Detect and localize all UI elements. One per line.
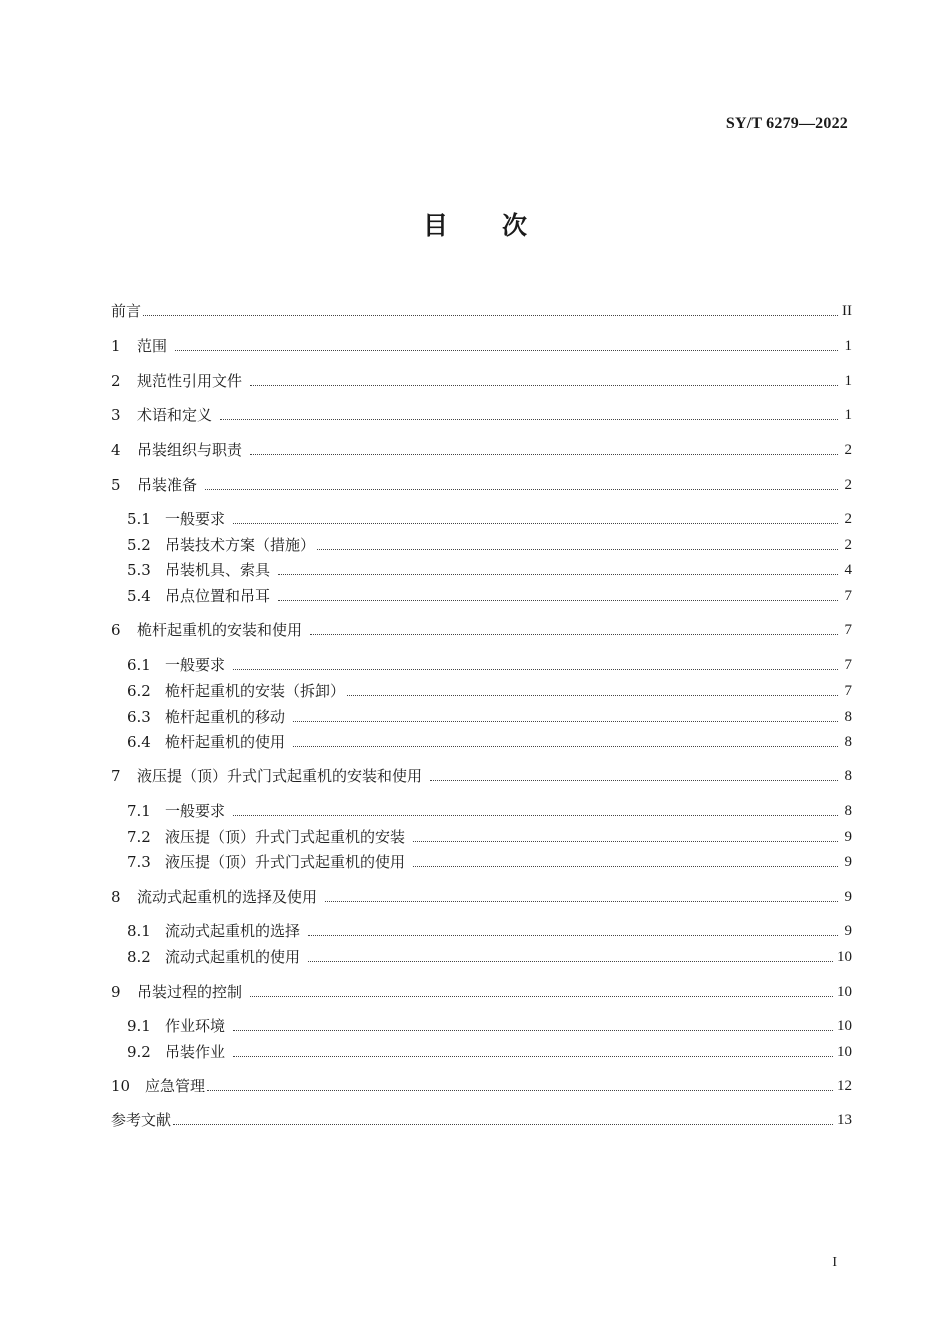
toc-entry-6-2[interactable]: [127, 680, 852, 702]
toc-label: 规范性引用文件: [137, 372, 243, 390]
toc-leader: [310, 633, 838, 635]
title-char-2: 次: [502, 211, 528, 240]
page-number: I: [832, 1255, 837, 1270]
toc-entry-5-1[interactable]: [127, 508, 852, 530]
toc-label: 桅杆起重机的使用: [165, 733, 286, 751]
toc-page: 7: [844, 588, 852, 604]
toc-page: 1: [844, 338, 852, 354]
toc-number: 9.2: [127, 1043, 151, 1061]
toc-label: 桅杆起重机的安装（拆卸）: [165, 682, 346, 700]
toc-entry-8-1[interactable]: [127, 920, 852, 942]
toc-label: 参考文献: [111, 1111, 172, 1129]
toc-number: 5.4: [127, 587, 151, 605]
toc-entry-9[interactable]: [111, 981, 852, 1003]
toc-number: 6.3: [127, 708, 151, 726]
toc-label: 流动式起重机的选择及使用: [137, 888, 318, 906]
toc-page: 10: [837, 949, 852, 965]
toc-label: 吊装过程的控制: [137, 983, 243, 1001]
toc-label: 桅杆起重机的安装和使用: [137, 621, 303, 639]
page-title: [0, 206, 950, 242]
toc-page: II: [842, 303, 852, 319]
toc-leader: [325, 900, 838, 902]
toc-label: 一般要求: [165, 802, 226, 820]
toc-leader: [250, 384, 838, 386]
toc-page: 12: [837, 1078, 852, 1094]
toc-page: 8: [844, 768, 852, 784]
toc-leader: [220, 418, 838, 420]
toc-entry-7-2[interactable]: [127, 826, 852, 848]
toc-page: 7: [844, 622, 852, 638]
toc-leader: [207, 1089, 833, 1091]
toc-leader: [278, 573, 838, 575]
toc-entry-5-2[interactable]: [127, 534, 852, 556]
toc-entry-1[interactable]: [111, 335, 852, 357]
toc-number: 8.1: [127, 922, 151, 940]
toc-leader: [293, 745, 838, 747]
toc-leader: [173, 1123, 833, 1125]
toc-entry-6-3[interactable]: [127, 706, 852, 728]
toc-label: 吊装技术方案（措施）: [165, 536, 316, 554]
toc-number: 5.1: [127, 510, 151, 528]
toc-number: 7: [111, 767, 121, 785]
toc-label: 吊装准备: [137, 476, 198, 494]
toc-number: 1: [111, 337, 121, 355]
toc-label: 吊装作业: [165, 1043, 226, 1061]
toc-number: 8.2: [127, 948, 151, 966]
toc-label: 作业环境: [165, 1017, 226, 1035]
toc-entry-8[interactable]: [111, 886, 852, 908]
toc-leader: [233, 668, 838, 670]
toc-entry-7-3[interactable]: [127, 851, 852, 873]
toc-leader: [233, 522, 838, 524]
toc-number: 9.1: [127, 1017, 151, 1035]
toc-number: 3: [111, 406, 121, 424]
toc-page: 10: [837, 1018, 852, 1034]
toc-page: 2: [844, 477, 852, 493]
toc-entry-5[interactable]: [111, 474, 852, 496]
toc-page: 8: [844, 709, 852, 725]
toc-page: 8: [844, 734, 852, 750]
toc-page: 7: [844, 657, 852, 673]
toc-entry-8-2[interactable]: [127, 946, 852, 968]
toc-label: 桅杆起重机的移动: [165, 708, 286, 726]
toc-leader: [347, 694, 838, 696]
toc-entry-7-1[interactable]: [127, 800, 852, 822]
toc-leader: [250, 995, 833, 997]
toc-page: 10: [837, 1044, 852, 1060]
toc-page: 7: [844, 683, 852, 699]
toc-number: 10: [111, 1077, 131, 1095]
toc-page: 9: [844, 854, 852, 870]
toc-number: 7.2: [127, 828, 151, 846]
toc-number: 6.4: [127, 733, 151, 751]
toc-leader: [293, 720, 838, 722]
toc-label: 前言: [111, 302, 142, 320]
toc-page: 2: [844, 537, 852, 553]
toc-number: 2: [111, 372, 121, 390]
toc-entry-7[interactable]: [111, 765, 852, 787]
toc-leader: [233, 1029, 833, 1031]
toc-label: 液压提（顶）升式门式起重机的安装和使用: [137, 767, 423, 785]
toc-leader: [308, 960, 833, 962]
toc-label: 一般要求: [165, 656, 226, 674]
toc-label: 液压提（顶）升式门式起重机的使用: [165, 853, 406, 871]
toc-leader: [413, 865, 838, 867]
toc-entry-10[interactable]: [111, 1075, 852, 1097]
toc-entry-9-2[interactable]: [127, 1041, 852, 1063]
toc-number: 7.1: [127, 802, 151, 820]
toc-entry-5-4[interactable]: [127, 585, 852, 607]
toc-label: 液压提（顶）升式门式起重机的安装: [165, 828, 406, 846]
toc-leader: [233, 1055, 833, 1057]
toc-label: 吊装组织与职责: [137, 441, 243, 459]
title-char-1: 目: [422, 211, 448, 240]
toc-entry-6-1[interactable]: [127, 654, 852, 676]
toc-page: 9: [844, 889, 852, 905]
toc-page: 13: [837, 1112, 852, 1128]
toc-number: 6: [111, 621, 121, 639]
document-code: SY/T 6279—2022: [725, 115, 848, 132]
toc-page: 1: [844, 373, 852, 389]
toc-label: 术语和定义: [137, 406, 213, 424]
toc-number: 6.2: [127, 682, 151, 700]
toc-page: 2: [844, 442, 852, 458]
toc-label: 吊点位置和吊耳: [165, 587, 271, 605]
toc-number: 6.1: [127, 656, 151, 674]
toc-page: 4: [844, 562, 852, 578]
toc-leader: [175, 349, 838, 351]
toc-label: 范围: [137, 337, 168, 355]
toc-label: 流动式起重机的选择: [165, 922, 301, 940]
toc-number: 9: [111, 983, 121, 1001]
toc-entry-6-4[interactable]: [127, 731, 852, 753]
toc-page: 1: [844, 407, 852, 423]
toc-label: 吊装机具、索具: [165, 561, 271, 579]
toc-leader: [143, 314, 838, 316]
toc-entry-6[interactable]: [111, 619, 852, 641]
toc-page: 10: [837, 984, 852, 1000]
toc-number: 8: [111, 888, 121, 906]
toc-leader: [233, 814, 838, 816]
toc-page: 8: [844, 803, 852, 819]
toc-number: 4: [111, 441, 121, 459]
toc-page: 2: [844, 511, 852, 527]
toc-label: 应急管理: [145, 1077, 206, 1095]
toc-number: 5.2: [127, 536, 151, 554]
toc-leader: [413, 840, 838, 842]
toc-leader: [317, 548, 838, 550]
toc-leader: [308, 934, 838, 936]
toc-leader: [430, 779, 838, 781]
toc-entry-foreword[interactable]: [111, 300, 852, 322]
toc-leader: [250, 453, 838, 455]
toc-page: 9: [844, 829, 852, 845]
toc-page: 9: [844, 923, 852, 939]
toc-entry-2[interactable]: [111, 370, 852, 392]
toc-entry-4[interactable]: [111, 439, 852, 461]
toc-entry-9-1[interactable]: [127, 1015, 852, 1037]
toc-entry-bibliography[interactable]: [111, 1109, 852, 1131]
toc-leader: [205, 488, 838, 490]
toc-label: 流动式起重机的使用: [165, 948, 301, 966]
toc-entry-5-3[interactable]: [127, 559, 852, 581]
toc-label: 一般要求: [165, 510, 226, 528]
toc-number: 5.3: [127, 561, 151, 579]
toc-number: 7.3: [127, 853, 151, 871]
toc-leader: [278, 599, 838, 601]
toc-entry-3[interactable]: [111, 404, 852, 426]
toc-number: 5: [111, 476, 121, 494]
